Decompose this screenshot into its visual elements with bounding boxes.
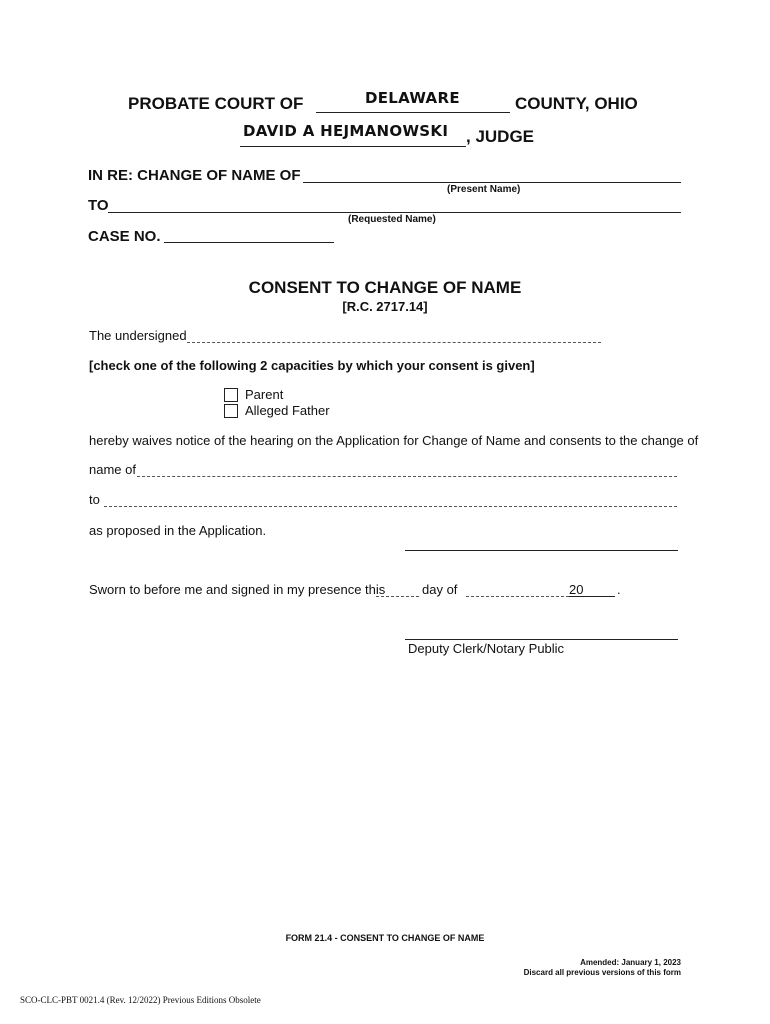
footer-discard-notice: Discard all previous versions of this form [523,968,681,977]
footer-form-code: SCO-CLC-PBT 0021.4 (Rev. 12/2022) Previous Editions Obsolete [20,995,261,1005]
sworn-month-field[interactable] [466,596,569,597]
undersigned-field[interactable] [187,342,601,343]
requested-name-caption: (Requested Name) [348,214,436,225]
county-field-value[interactable]: DELAWARE [365,89,460,107]
present-name-caption: (Present Name) [447,184,521,195]
case-no-label: CASE NO. [88,228,161,245]
consenter-signature-line[interactable] [405,550,678,551]
form-title: CONSENT TO CHANGE OF NAME [248,278,522,297]
footer-form-title: FORM 21.4 - CONSENT TO CHANGE OF NAME [285,933,485,943]
in-re-label: IN RE: CHANGE OF NAME OF [88,167,301,184]
capacity-instruction: [check one of the following 2 capacities by which your consent is given] [89,358,535,373]
case-no-field[interactable] [164,242,334,243]
parent-option-label: Parent [245,387,284,402]
waiver-text: hereby waives notice of the hearing on the Application for Change of Name and consents to the change of [89,433,699,448]
sworn-day-field[interactable] [376,596,419,597]
name-of-field[interactable] [137,476,677,477]
sworn-year-field[interactable] [569,596,615,597]
name-of-label: name of [89,462,136,477]
notary-signature-line[interactable] [405,639,678,640]
to-label: TO [88,197,109,214]
county-field-line[interactable] [316,112,510,113]
requested-name-field[interactable] [108,212,681,213]
court-prefix: PROBATE COURT OF [128,94,304,113]
footer-amended: Amended: January 1, 2023 [580,958,681,967]
sworn-period: . [617,582,621,597]
court-suffix: COUNTY, OHIO [515,94,638,113]
to-name-field[interactable] [104,506,677,507]
sworn-day-of: day of [422,582,458,597]
sworn-prefix: Sworn to before me and signed in my presence this [89,582,386,597]
sworn-year-prefix: 20 [569,582,584,597]
judge-field-value[interactable]: DAVID A HEJMANOWSKI [243,122,449,140]
judge-field-line[interactable] [240,146,466,147]
undersigned-label: The undersigned [89,328,187,343]
alleged-father-checkbox[interactable] [224,404,238,418]
present-name-field[interactable] [303,182,681,183]
judge-suffix: , JUDGE [466,127,535,146]
statute-citation: [R.C. 2717.14] [342,299,428,314]
notary-label: Deputy Clerk/Notary Public [408,641,565,656]
parent-checkbox[interactable] [224,388,238,402]
alleged-father-option-label: Alleged Father [245,403,330,418]
to-name-label: to [89,492,100,507]
proposed-text: as proposed in the Application. [89,523,267,538]
